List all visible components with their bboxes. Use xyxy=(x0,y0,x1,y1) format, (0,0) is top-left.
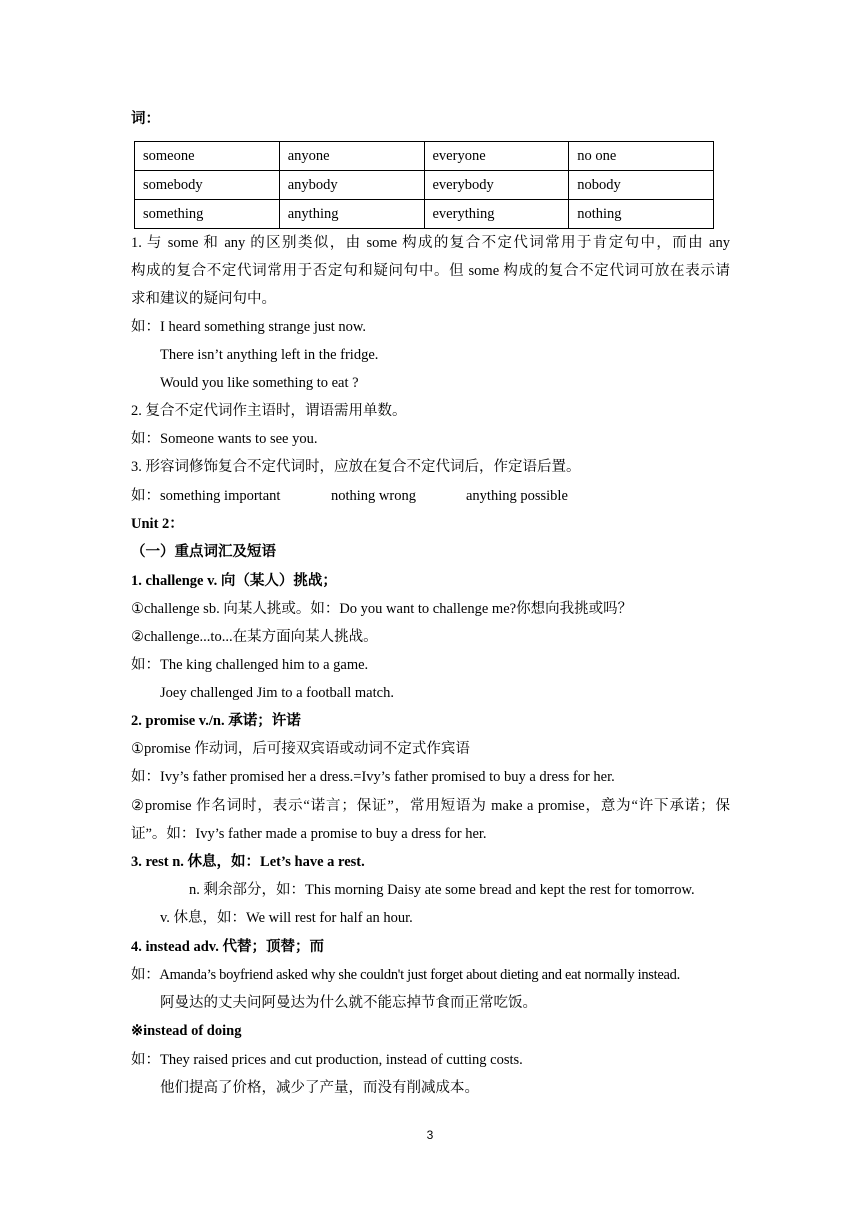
word-entry-rest: 3. rest n. 休息，如：Let’s have a rest. xyxy=(131,854,365,870)
example-phrase: nothing wrong xyxy=(331,488,416,504)
phrase-heading: ※instead of doing xyxy=(131,1023,242,1039)
usage-line: ①challenge sb. 向某人挑或。如：Do you want to challenge me?你想向我挑或吗？ xyxy=(131,601,633,617)
section-heading: （一）重点词汇及短语 xyxy=(131,544,276,560)
table-row xyxy=(135,200,714,229)
usage-line: ②challenge...to...在某方面向某人挑战。 xyxy=(131,629,378,645)
example-line: 如：I heard something strange just now. xyxy=(131,319,367,335)
rule-3: 3. 形容词修饰复合不定代词时，应放在复合不定代词后，作定语后置。 xyxy=(131,459,581,475)
table-cell: nobody xyxy=(569,171,714,200)
example-line: 如：Amanda’s boyfriend asked why she couldn't just forget about dieting and eat normally instead. xyxy=(131,967,680,983)
usage-line: v. 休息，如：We will rest for half an hour. xyxy=(160,910,413,926)
word-entry-promise: 2. promise v./n. 承诺；许诺 xyxy=(131,713,301,729)
table-cell: anyone xyxy=(279,142,424,171)
example-line: 如：Ivy’s father promised her a dress.=Ivy’s father promised to buy a dress for her. xyxy=(131,769,615,785)
example-line: Would you like something to eat ? xyxy=(160,375,359,391)
unit-heading: Unit 2： xyxy=(131,516,184,532)
table-cell: something xyxy=(135,200,280,229)
table-cell: no one xyxy=(569,142,714,171)
rule-1-line-1: 1. 与 some 和 any 的区别类似，由 some 构成的复合不定代词常用于肯定句中，而由 any xyxy=(131,235,730,251)
table-row xyxy=(135,142,714,171)
page-number: 3 xyxy=(426,1128,434,1142)
usage-line: ①promise 作动词，后可接双宾语或动词不定式作宾语 xyxy=(131,741,470,757)
word-entry-challenge: 1. challenge v. 向（某人）挑战； xyxy=(131,573,337,589)
example-line: Joey challenged Jim to a football match. xyxy=(160,685,394,701)
table-cell: nothing xyxy=(569,200,714,229)
example-line: 如：The king challenged him to a game. xyxy=(131,657,369,673)
usage-line: ②promise 作名词时，表示“诺言；保证”，常用短语为 make a promise，意为“许下承诺；保 xyxy=(131,798,730,814)
usage-line: n. 剩余部分，如：This morning Daisy ate some bread and kept the rest for tomorrow. xyxy=(189,882,695,898)
example-line: 如：something important xyxy=(131,488,281,504)
rule-1-line-2: 构成的复合不定代词常用于否定句和疑问句中。但 some 构成的复合不定代词可放在表示请 xyxy=(131,263,730,279)
heading-ci: 词： xyxy=(131,111,160,127)
table-cell: everyone xyxy=(424,142,569,171)
usage-line: 证”。如：Ivy’s father made a promise to buy a dress for her. xyxy=(131,826,487,842)
translation-line: 阿曼达的丈夫问阿曼达为什么就不能忘掉节食而正常吃饭。 xyxy=(160,995,537,1011)
translation-line: 他们提高了价格，减少了产量，而没有削减成本。 xyxy=(160,1080,479,1096)
example-line: There isn’t anything left in the fridge. xyxy=(160,347,379,363)
table-cell: someone xyxy=(135,142,280,171)
rule-1-line-3: 求和建议的疑问句中。 xyxy=(131,291,276,307)
example-line: 如：Someone wants to see you. xyxy=(131,431,318,447)
table-cell: somebody xyxy=(135,171,280,200)
word-entry-instead: 4. instead adv. 代替；顶替；而 xyxy=(131,939,324,955)
table-cell: anything xyxy=(279,200,424,229)
rule-2: 2. 复合不定代词作主语时，谓语需用单数。 xyxy=(131,403,407,419)
compound-pronoun-table xyxy=(134,141,714,229)
example-line: 如：They raised prices and cut production, instead of cutting costs. xyxy=(131,1052,523,1068)
table-cell: anybody xyxy=(279,171,424,200)
table-row xyxy=(135,171,714,200)
table-cell: everything xyxy=(424,200,569,229)
table-cell: everybody xyxy=(424,171,569,200)
example-phrase: anything possible xyxy=(466,488,568,504)
